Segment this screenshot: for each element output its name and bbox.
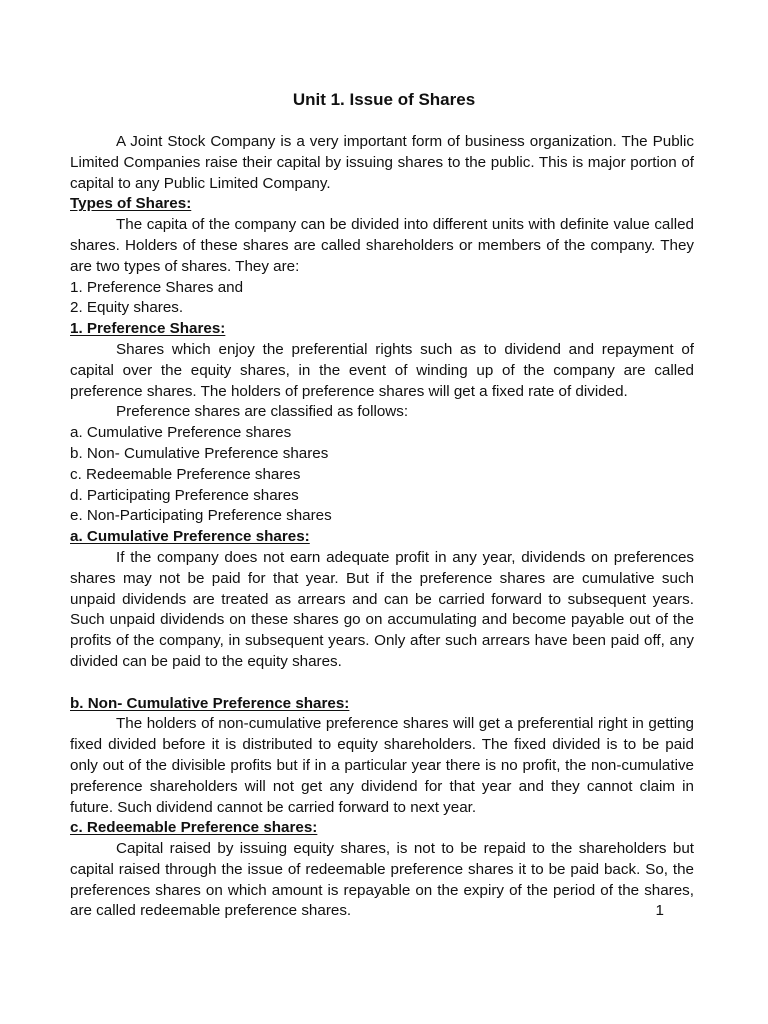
- redeemable-paragraph: [70, 839, 694, 922]
- page-number: 1: [655, 902, 664, 920]
- non-cumulative-heading: b. Non- Cumulative Preference shares:: [70, 694, 350, 712]
- redeemable-heading: c. Redeemable Preference shares:: [70, 819, 318, 837]
- list-item: c. Redeemable Preference shares: [70, 465, 301, 483]
- list-item: 1. Preference Shares and: [70, 278, 244, 296]
- list-item: e. Non-Participating Preference shares: [70, 507, 332, 525]
- list-item: d. Participating Preference shares: [70, 486, 299, 504]
- types-of-shares-paragraph: The capita of the company can be divided into different units with definite value called shares. Holders of these shares are called shareholders or members of the company. They are two types of shares. They are:: [70, 216, 694, 275]
- types-of-shares-heading: Types of Shares:: [70, 195, 192, 213]
- preference-classified-intro: Preference shares are classified as follows:: [116, 403, 409, 421]
- redeemable-text: Capital raised by issuing equity shares, is not to be repaid to the shareholders but capital raised through the issue of redeemable preference shares it to be paid back. So, the preferences shares on which amount is repayable on the expiry of the period of the shares, are called redeemable preference shares.: [70, 840, 694, 920]
- preference-shares-paragraph: Shares which enjoy the preferential rights such as to dividend and repayment of capital over the equity shares, in the event of winding up of the company are called preference shares. The holders of preference shares will get a fixed rate of divided.: [70, 340, 694, 400]
- cumulative-heading: a. Cumulative Preference shares:: [70, 528, 310, 546]
- list-item: b. Non- Cumulative Preference shares: [70, 444, 329, 462]
- intro-paragraph: A Joint Stock Company is a very important form of business organization. The Public Limited Companies raise their capital by issuing shares to the public. This is major portion of capital to any Public Limited Company.: [70, 133, 694, 192]
- document-body: [70, 132, 694, 922]
- preference-shares-heading: 1. Preference Shares:: [70, 320, 226, 338]
- list-item: 2. Equity shares.: [70, 299, 184, 317]
- non-cumulative-paragraph: The holders of non-cumulative preference shares will get a preferential right in getting fixed divided before it is distributed to equity shareholders. The fixed divided is to be paid only out of the divisible profits but if in a particular year there is no profit, the non-cumulative preference shareholders will not get any dividend for that year and they cannot claim in future. Such dividend cannot be carried forward to next year.: [70, 715, 694, 816]
- page-title: Unit 1. Issue of Shares: [292, 90, 476, 109]
- paragraph-spacer: [70, 673, 694, 694]
- cumulative-paragraph: If the company does not earn adequate profit in any year, dividends on preferences shares may not be paid for that year. But if the preference shares are cumulative such unpaid dividends are treated as arrears and can be carried forward to subsequent years. Such unpaid dividends on these shares go on accumulating and become payable out of the profits of the company, in subsequent years. Only after such arrears have been paid off, any divided can be paid to the equity shares.: [70, 548, 694, 670]
- list-item: a. Cumulative Preference shares: [70, 424, 292, 442]
